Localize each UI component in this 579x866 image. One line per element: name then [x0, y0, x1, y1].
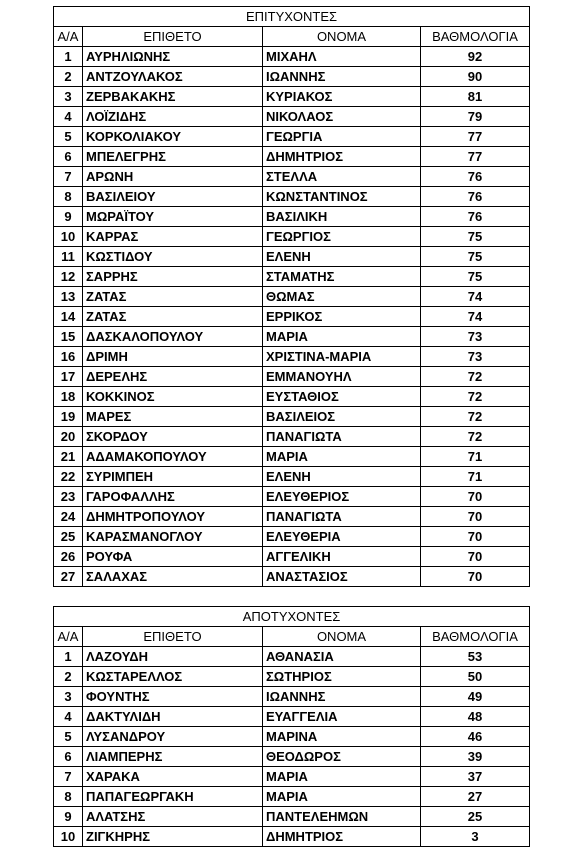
column-header-score: ΒΑΘΜΟΛΟΓΙΑ — [421, 627, 530, 647]
row-name: ΕΛΕΝΗ — [263, 247, 421, 267]
table-row — [54, 687, 530, 707]
table-row — [54, 67, 530, 87]
table-row — [54, 127, 530, 147]
row-score: 74 — [421, 287, 530, 307]
row-number: 5 — [54, 127, 83, 147]
row-surname: ΛΑΖΟΥΔΗ — [83, 647, 263, 667]
row-number: 27 — [54, 567, 83, 587]
row-surname: ΔΡΙΜΗ — [83, 347, 263, 367]
row-number: 26 — [54, 547, 83, 567]
row-surname: ΣΑΛΑΧΑΣ — [83, 567, 263, 587]
table-row — [54, 387, 530, 407]
row-number: 1 — [54, 47, 83, 67]
table-row — [54, 827, 530, 847]
failed-table — [53, 606, 530, 847]
table-row — [54, 787, 530, 807]
table-row — [54, 527, 530, 547]
row-name: ΕΛΕΥΘΕΡΙΑ — [263, 527, 421, 547]
row-score: 70 — [421, 547, 530, 567]
row-name: ΑΝΑΣΤΑΣΙΟΣ — [263, 567, 421, 587]
row-name: ΔΗΜΗΤΡΙΟΣ — [263, 827, 421, 847]
row-score: 25 — [421, 807, 530, 827]
row-surname: ΖΑΤΑΣ — [83, 307, 263, 327]
row-surname: ΠΑΠΑΓΕΩΡΓΑΚΗ — [83, 787, 263, 807]
row-surname: ΛΙΑΜΠΕΡΗΣ — [83, 747, 263, 767]
row-name: ΕΥΑΓΓΕΛΙΑ — [263, 707, 421, 727]
row-number: 10 — [54, 827, 83, 847]
row-name: ΕΛΕΥΘΕΡΙΟΣ — [263, 487, 421, 507]
row-score: 53 — [421, 647, 530, 667]
row-name: ΜΑΡΙΑ — [263, 447, 421, 467]
row-number: 13 — [54, 287, 83, 307]
row-name: ΒΑΣΙΛΙΚΗ — [263, 207, 421, 227]
row-surname: ΚΑΡΑΣΜΑΝΟΓΛΟΥ — [83, 527, 263, 547]
table-row — [54, 487, 530, 507]
table-title: ΑΠΟΤΥΧΟΝΤΕΣ — [54, 607, 530, 627]
row-surname: ΡΟΥΦΑ — [83, 547, 263, 567]
row-score: 76 — [421, 207, 530, 227]
row-name: ΑΓΓΕΛΙΚΗ — [263, 547, 421, 567]
row-score: 49 — [421, 687, 530, 707]
row-number: 2 — [54, 667, 83, 687]
table-row — [54, 567, 530, 587]
table-row — [54, 467, 530, 487]
row-name: ΚΥΡΙΑΚΟΣ — [263, 87, 421, 107]
row-name: ΕΡΡΙΚΟΣ — [263, 307, 421, 327]
row-surname: ΣΥΡΙΜΠΕΗ — [83, 467, 263, 487]
table-row — [54, 427, 530, 447]
row-number: 8 — [54, 187, 83, 207]
row-name: ΜΙΧΑΗΛ — [263, 47, 421, 67]
row-number: 6 — [54, 747, 83, 767]
column-header-name: ΟΝΟΜΑ — [263, 627, 421, 647]
row-surname: ΖΕΡΒΑΚΑΚΗΣ — [83, 87, 263, 107]
table-row — [54, 507, 530, 527]
row-number: 18 — [54, 387, 83, 407]
row-number: 14 — [54, 307, 83, 327]
row-surname: ΑΥΡΗΛΙΩΝΗΣ — [83, 47, 263, 67]
row-name: ΘΩΜΑΣ — [263, 287, 421, 307]
row-number: 4 — [54, 107, 83, 127]
table-row — [54, 267, 530, 287]
table-row — [54, 327, 530, 347]
column-header-number: Α/Α — [54, 627, 83, 647]
row-number: 10 — [54, 227, 83, 247]
row-surname: ΒΑΣΙΛΕΙΟΥ — [83, 187, 263, 207]
table-row — [54, 307, 530, 327]
table-row — [54, 667, 530, 687]
row-name: ΠΑΝΤΕΛΕΗΜΩΝ — [263, 807, 421, 827]
row-number: 22 — [54, 467, 83, 487]
row-score: 76 — [421, 187, 530, 207]
row-surname: ΑΔΑΜΑΚΟΠΟΥΛΟΥ — [83, 447, 263, 467]
row-surname: ΚΩΣΤΑΡΕΛΛΟΣ — [83, 667, 263, 687]
row-score: 50 — [421, 667, 530, 687]
column-header-score: ΒΑΘΜΟΛΟΓΙΑ — [421, 27, 530, 47]
row-number: 2 — [54, 67, 83, 87]
row-score: 81 — [421, 87, 530, 107]
row-number: 15 — [54, 327, 83, 347]
row-number: 11 — [54, 247, 83, 267]
row-name: ΧΡΙΣΤΙΝΑ-ΜΑΡΙΑ — [263, 347, 421, 367]
table-row — [54, 767, 530, 787]
table-row — [54, 407, 530, 427]
row-surname: ΔΑΚΤΥΛΙΔΗ — [83, 707, 263, 727]
row-surname: ΛΟΪΖΙΔΗΣ — [83, 107, 263, 127]
row-name: ΕΛΕΝΗ — [263, 467, 421, 487]
row-name: ΓΕΩΡΓΙΑ — [263, 127, 421, 147]
row-number: 4 — [54, 707, 83, 727]
table-row — [54, 727, 530, 747]
row-surname: ΖΙΓΚΗΡΗΣ — [83, 827, 263, 847]
row-surname: ΚΟΚΚΙΝΟΣ — [83, 387, 263, 407]
row-number: 17 — [54, 367, 83, 387]
row-score: 79 — [421, 107, 530, 127]
row-surname: ΔΕΡΕΛΗΣ — [83, 367, 263, 387]
row-surname: ΔΑΣΚΑΛΟΠΟΥΛΟΥ — [83, 327, 263, 347]
row-surname: ΜΩΡΑΪΤΟΥ — [83, 207, 263, 227]
table-row — [54, 207, 530, 227]
row-name: ΘΕΟΔΩΡΟΣ — [263, 747, 421, 767]
row-surname: ΑΛΑΤΣΗΣ — [83, 807, 263, 827]
row-name: ΓΕΩΡΓΙΟΣ — [263, 227, 421, 247]
row-surname: ΓΑΡΟΦΑΛΛΗΣ — [83, 487, 263, 507]
row-name: ΑΘΑΝΑΣΙΑ — [263, 647, 421, 667]
row-score: 48 — [421, 707, 530, 727]
row-score: 71 — [421, 447, 530, 467]
row-score: 73 — [421, 347, 530, 367]
table-row — [54, 347, 530, 367]
row-number: 16 — [54, 347, 83, 367]
table-row — [54, 747, 530, 767]
row-number: 7 — [54, 767, 83, 787]
row-score: 39 — [421, 747, 530, 767]
row-score: 74 — [421, 307, 530, 327]
table-row — [54, 367, 530, 387]
row-number: 6 — [54, 147, 83, 167]
row-surname: ΧΑΡΑΚΑ — [83, 767, 263, 787]
row-number: 21 — [54, 447, 83, 467]
row-score: 72 — [421, 427, 530, 447]
row-surname: ΚΟΡΚΟΛΙΑΚΟΥ — [83, 127, 263, 147]
row-score: 27 — [421, 787, 530, 807]
table-row — [54, 247, 530, 267]
column-header-number: Α/Α — [54, 27, 83, 47]
row-name: ΕΥΣΤΑΘΙΟΣ — [263, 387, 421, 407]
table-row — [54, 707, 530, 727]
table-row — [54, 107, 530, 127]
row-number: 8 — [54, 787, 83, 807]
table-row — [54, 227, 530, 247]
row-name: ΜΑΡΙΑ — [263, 767, 421, 787]
row-surname: ΦΟΥΝΤΗΣ — [83, 687, 263, 707]
table-row — [54, 547, 530, 567]
row-number: 12 — [54, 267, 83, 287]
table-row — [54, 647, 530, 667]
table-row — [54, 147, 530, 167]
row-score: 75 — [421, 227, 530, 247]
row-score: 37 — [421, 767, 530, 787]
row-surname: ΔΗΜΗΤΡΟΠΟΥΛΟΥ — [83, 507, 263, 527]
row-score: 70 — [421, 507, 530, 527]
row-score: 72 — [421, 407, 530, 427]
column-header-surname: ΕΠΙΘΕΤΟ — [83, 27, 263, 47]
table-row — [54, 187, 530, 207]
row-number: 20 — [54, 427, 83, 447]
row-score: 73 — [421, 327, 530, 347]
row-score: 71 — [421, 467, 530, 487]
row-surname: ΚΩΣΤΙΔΟΥ — [83, 247, 263, 267]
row-number: 7 — [54, 167, 83, 187]
row-name: ΣΩΤΗΡΙΟΣ — [263, 667, 421, 687]
row-surname: ΜΑΡΕΣ — [83, 407, 263, 427]
row-name: ΜΑΡΙΑ — [263, 327, 421, 347]
row-score: 72 — [421, 387, 530, 407]
row-name: ΠΑΝΑΓΙΩΤΑ — [263, 427, 421, 447]
passed-table — [53, 6, 530, 587]
row-name: ΣΤΕΛΛΑ — [263, 167, 421, 187]
table-row — [54, 87, 530, 107]
row-score: 76 — [421, 167, 530, 187]
row-name: ΣΤΑΜΑΤΗΣ — [263, 267, 421, 287]
row-score: 70 — [421, 567, 530, 587]
row-score: 46 — [421, 727, 530, 747]
row-name: ΠΑΝΑΓΙΩΤΑ — [263, 507, 421, 527]
table-row — [54, 447, 530, 467]
row-name: ΝΙΚΟΛΑΟΣ — [263, 107, 421, 127]
row-name: ΜΑΡΙΑ — [263, 787, 421, 807]
row-name: ΚΩΝΣΤΑΝΤΙΝΟΣ — [263, 187, 421, 207]
row-number: 25 — [54, 527, 83, 547]
row-number: 3 — [54, 687, 83, 707]
row-name: ΒΑΣΙΛΕΙΟΣ — [263, 407, 421, 427]
column-header-surname: ΕΠΙΘΕΤΟ — [83, 627, 263, 647]
table-title: ΕΠΙΤΥΧΟΝΤΕΣ — [54, 7, 530, 27]
row-number: 19 — [54, 407, 83, 427]
row-name: ΙΩΑΝΝΗΣ — [263, 687, 421, 707]
row-surname: ΛΥΣΑΝΔΡΟΥ — [83, 727, 263, 747]
table-row — [54, 807, 530, 827]
row-number: 5 — [54, 727, 83, 747]
row-number: 24 — [54, 507, 83, 527]
row-number: 3 — [54, 87, 83, 107]
table-row — [54, 47, 530, 67]
row-score: 77 — [421, 147, 530, 167]
row-score: 90 — [421, 67, 530, 87]
row-surname: ΣΚΟΡΔΟΥ — [83, 427, 263, 447]
row-score: 75 — [421, 267, 530, 287]
row-score: 72 — [421, 367, 530, 387]
row-number: 9 — [54, 807, 83, 827]
row-surname: ΣΑΡΡΗΣ — [83, 267, 263, 287]
row-surname: ΖΑΤΑΣ — [83, 287, 263, 307]
table-row — [54, 287, 530, 307]
row-score: 75 — [421, 247, 530, 267]
row-name: ΕΜΜΑΝΟΥΗΛ — [263, 367, 421, 387]
row-name: ΙΩΑΝΝΗΣ — [263, 67, 421, 87]
row-surname: ΑΝΤΖΟΥΛΑΚΟΣ — [83, 67, 263, 87]
table-row — [54, 167, 530, 187]
row-number: 9 — [54, 207, 83, 227]
row-number: 1 — [54, 647, 83, 667]
row-surname: ΜΠΕΛΕΓΡΗΣ — [83, 147, 263, 167]
row-surname: ΚΑΡΡΑΣ — [83, 227, 263, 247]
row-score: 70 — [421, 487, 530, 507]
row-score: 3 — [421, 827, 530, 847]
row-name: ΔΗΜΗΤΡΙΟΣ — [263, 147, 421, 167]
row-score: 70 — [421, 527, 530, 547]
row-name: ΜΑΡΙΝΑ — [263, 727, 421, 747]
row-surname: ΑΡΩΝΗ — [83, 167, 263, 187]
row-score: 92 — [421, 47, 530, 67]
row-score: 77 — [421, 127, 530, 147]
column-header-name: ΟΝΟΜΑ — [263, 27, 421, 47]
row-number: 23 — [54, 487, 83, 507]
